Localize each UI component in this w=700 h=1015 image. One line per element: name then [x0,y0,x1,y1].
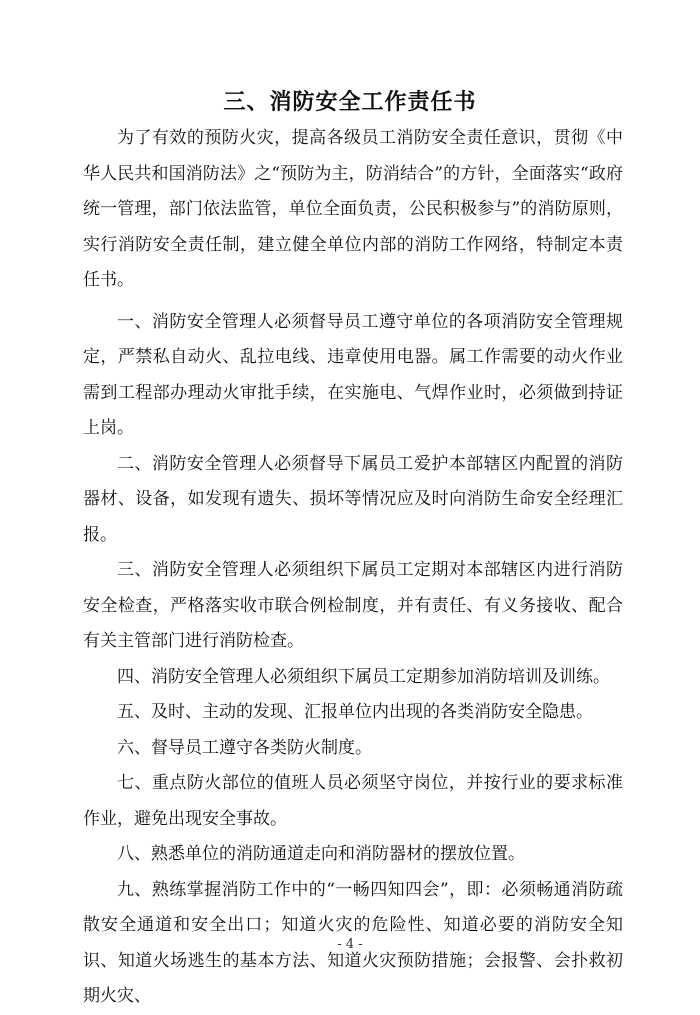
document-body [83,121,623,1015]
intro-paragraph: 为了有效的预防火灾，提高各级员工消防安全责任意识，贯彻《中华人民共和国消防法》之“预防为主，防消结合”的方针，全面落实“政府统一管理，部门依法监管，单位全面负责，公民积极参与”的消防原则，实行消防安全责任制，建立健全单位内部的消防工作网络，特制定本责任书。 [83,128,623,290]
clause-9: 九、熟练掌握消防工作中的“一畅四知四会”，即：必须畅通消防疏散安全通道和安全出口；知道火灾的危险性、知道必要的消防安全知识、知道火场逃生的基本方法、知道火灾预防措施；会报警、会扑救初期火灾、 [83,879,623,1006]
clause-6: 六、督导员工遵守各类防火制度。 [117,737,372,758]
clause-3: 三、消防安全管理人必须组织下属员工定期对本部辖区内进行消防安全检查，严格落实收市联合例检制度，并有责任、有义务接收、配合有关主管部门进行消防检查。 [83,560,623,651]
clause-5: 五、及时、主动的发现、汇报单位内出现的各类消防安全隐患。 [117,702,593,722]
clause-4: 四、消防安全管理人必须组织下属员工定期参加消防培训及训练。 [117,666,610,687]
clause-7: 七、重点防火部位的值班人员必须坚守岗位，并按行业的要求标准作业，避免出现安全事故。 [83,773,623,829]
page-number: - 4 - [337,937,363,952]
clause-8: 八、熟悉单位的消防通道走向和消防器材的摆放位置。 [117,844,525,864]
page-title: 三、消防安全工作责任书 [223,90,477,115]
clause-1: 一、消防安全管理人必须督导员工遵守单位的各项消防安全管理规定，严禁私自动火、乱拉电线、违章使用电器。属工作需要的动火作业需到工程部办理动火审批手续，在实施电、气焊作业时，必须做到持证上岗。 [83,311,623,438]
clause-2: 二、消防安全管理人必须督导下属员工爱护本部辖区内配置的消防器材、设备，如发现有遗失、损坏等情况应及时向消防生命安全经理汇报。 [83,453,623,545]
